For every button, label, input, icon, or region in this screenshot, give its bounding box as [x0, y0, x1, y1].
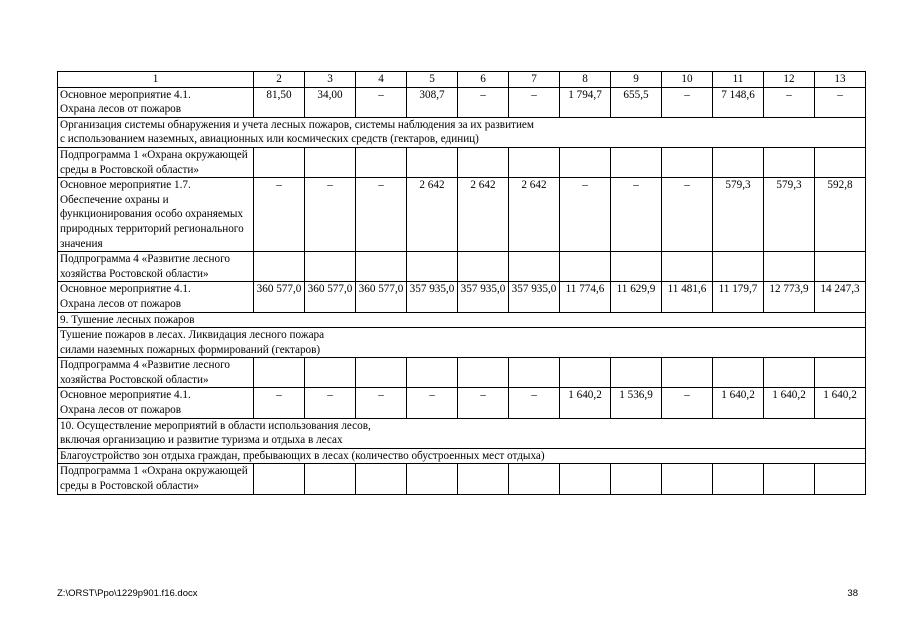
- value-cell: –: [560, 178, 611, 252]
- value-cell: 360 577,0: [356, 282, 407, 312]
- header-cell: 3: [305, 72, 356, 88]
- value-cell: [611, 464, 662, 494]
- value-cell: 2 642: [509, 178, 560, 252]
- header-cell: 7: [509, 72, 560, 88]
- value-cell: 1 640,2: [815, 388, 866, 418]
- section-row: [58, 328, 866, 358]
- value-cell: 357 935,0: [458, 282, 509, 312]
- value-cell: –: [509, 388, 560, 418]
- value-cell: –: [662, 178, 713, 252]
- header-cell: 9: [611, 72, 662, 88]
- value-cell: 360 577,0: [254, 282, 305, 312]
- value-cell: [509, 358, 560, 388]
- value-cell: [815, 252, 866, 282]
- value-cell: 579,3: [764, 178, 815, 252]
- value-cell: –: [254, 388, 305, 418]
- value-cell: 34,00: [305, 87, 356, 117]
- value-cell: [407, 147, 458, 177]
- value-cell: –: [356, 178, 407, 252]
- value-cell: [662, 358, 713, 388]
- section-row: [58, 448, 866, 464]
- data-table: [57, 71, 866, 495]
- value-cell: –: [305, 388, 356, 418]
- value-cell: –: [815, 87, 866, 117]
- value-cell: 1 794,7: [560, 87, 611, 117]
- value-cell: [815, 464, 866, 494]
- value-cell: 1 640,2: [560, 388, 611, 418]
- section-heading: 9. Тушение лесных пожаров: [58, 312, 866, 328]
- value-cell: [713, 464, 764, 494]
- value-cell: [407, 358, 458, 388]
- header-cell: 10: [662, 72, 713, 88]
- table-body: [58, 72, 866, 495]
- value-cell: –: [662, 388, 713, 418]
- value-cell: [356, 358, 407, 388]
- value-cell: [662, 147, 713, 177]
- header-cell: 11: [713, 72, 764, 88]
- row-label: Основное мероприятие 4.1. Охрана лесов от пожаров: [58, 87, 254, 117]
- value-cell: [458, 252, 509, 282]
- value-cell: [458, 358, 509, 388]
- value-cell: [764, 358, 815, 388]
- header-row: [58, 72, 866, 88]
- footer-file-path: Z:\ORST\Ppo\1229p901.f16.docx: [57, 588, 198, 599]
- row-label: Подпрограмма 4 «Развитие лесного хозяйства Ростовской области»: [58, 358, 254, 388]
- value-cell: [356, 252, 407, 282]
- value-cell: [713, 358, 764, 388]
- value-cell: 592,8: [815, 178, 866, 252]
- value-cell: 308,7: [407, 87, 458, 117]
- header-cell: 4: [356, 72, 407, 88]
- value-cell: [560, 147, 611, 177]
- row-label: Основное мероприятие 4.1. Охрана лесов от пожаров: [58, 388, 254, 418]
- value-cell: 11 629,9: [611, 282, 662, 312]
- value-cell: 2 642: [458, 178, 509, 252]
- value-cell: [254, 252, 305, 282]
- value-cell: 357 935,0: [509, 282, 560, 312]
- value-cell: [611, 358, 662, 388]
- value-cell: [407, 252, 458, 282]
- section-heading: Благоустройство зон отдыха граждан, пребывающих в лесах (количество обустроенных мест отдыха): [58, 448, 866, 464]
- value-cell: –: [509, 87, 560, 117]
- value-cell: [407, 464, 458, 494]
- table-row: [58, 282, 866, 312]
- value-cell: –: [407, 388, 458, 418]
- table-row: [58, 147, 866, 177]
- section-heading: Тушение пожаров в лесах. Ликвидация лесного пожара силами наземных пожарных формирований (гектаров): [58, 328, 866, 358]
- value-cell: [815, 358, 866, 388]
- value-cell: 11 481,6: [662, 282, 713, 312]
- value-cell: –: [662, 87, 713, 117]
- table-row: [58, 87, 866, 117]
- header-cell: 1: [58, 72, 254, 88]
- value-cell: 357 935,0: [407, 282, 458, 312]
- value-cell: 11 179,7: [713, 282, 764, 312]
- value-cell: 1 640,2: [764, 388, 815, 418]
- value-cell: –: [356, 87, 407, 117]
- value-cell: [560, 464, 611, 494]
- value-cell: [713, 252, 764, 282]
- table-row: [58, 178, 866, 252]
- value-cell: [509, 147, 560, 177]
- row-label: Основное мероприятие 4.1. Охрана лесов от пожаров: [58, 282, 254, 312]
- section-row: [58, 418, 866, 448]
- row-label: Подпрограмма 1 «Охрана окружающей среды в Ростовской области»: [58, 147, 254, 177]
- value-cell: [713, 147, 764, 177]
- value-cell: 579,3: [713, 178, 764, 252]
- value-cell: [509, 464, 560, 494]
- header-cell: 8: [560, 72, 611, 88]
- section-row: [58, 117, 866, 147]
- header-cell: 2: [254, 72, 305, 88]
- value-cell: [662, 252, 713, 282]
- value-cell: 1 640,2: [713, 388, 764, 418]
- value-cell: [305, 358, 356, 388]
- value-cell: –: [764, 87, 815, 117]
- section-row: [58, 312, 866, 328]
- header-cell: 6: [458, 72, 509, 88]
- header-cell: 5: [407, 72, 458, 88]
- table-row: [58, 358, 866, 388]
- value-cell: 1 536,9: [611, 388, 662, 418]
- value-cell: [560, 252, 611, 282]
- value-cell: [254, 358, 305, 388]
- value-cell: 14 247,3: [815, 282, 866, 312]
- row-label: Подпрограмма 4 «Развитие лесного хозяйства Ростовской области»: [58, 252, 254, 282]
- value-cell: [662, 464, 713, 494]
- value-cell: [509, 252, 560, 282]
- value-cell: –: [458, 388, 509, 418]
- value-cell: [356, 147, 407, 177]
- value-cell: 7 148,6: [713, 87, 764, 117]
- section-heading: 10. Осуществление мероприятий в области использования лесов, включая организацию и развитие туризма и отдыха в лесах: [58, 418, 866, 448]
- value-cell: 2 642: [407, 178, 458, 252]
- value-cell: [254, 464, 305, 494]
- value-cell: 360 577,0: [305, 282, 356, 312]
- value-cell: [815, 147, 866, 177]
- value-cell: [611, 147, 662, 177]
- row-label: Подпрограмма 1 «Охрана окружающей среды в Ростовской области»: [58, 464, 254, 494]
- value-cell: [305, 252, 356, 282]
- page-number: 38: [847, 588, 858, 599]
- value-cell: [254, 147, 305, 177]
- value-cell: [305, 464, 356, 494]
- header-cell: 13: [815, 72, 866, 88]
- value-cell: –: [458, 87, 509, 117]
- row-label: Основное мероприятие 1.7. Обеспечение охраны и функционирования особо охраняемых природных территорий регионального значения: [58, 178, 254, 252]
- table-row: [58, 388, 866, 418]
- value-cell: –: [305, 178, 356, 252]
- value-cell: [356, 464, 407, 494]
- value-cell: 655,5: [611, 87, 662, 117]
- value-cell: [458, 147, 509, 177]
- value-cell: –: [254, 178, 305, 252]
- value-cell: [764, 147, 815, 177]
- value-cell: [305, 147, 356, 177]
- value-cell: 81,50: [254, 87, 305, 117]
- value-cell: [764, 252, 815, 282]
- value-cell: [560, 358, 611, 388]
- value-cell: –: [611, 178, 662, 252]
- table-row: [58, 464, 866, 494]
- header-cell: 12: [764, 72, 815, 88]
- value-cell: 12 773,9: [764, 282, 815, 312]
- table-row: [58, 252, 866, 282]
- value-cell: [458, 464, 509, 494]
- value-cell: 11 774,6: [560, 282, 611, 312]
- value-cell: [611, 252, 662, 282]
- section-heading: Организация системы обнаружения и учета лесных пожаров, системы наблюдения за их развитием с использованием наземных, авиационных или космических средств (гектаров, единиц): [58, 117, 866, 147]
- value-cell: [764, 464, 815, 494]
- value-cell: –: [356, 388, 407, 418]
